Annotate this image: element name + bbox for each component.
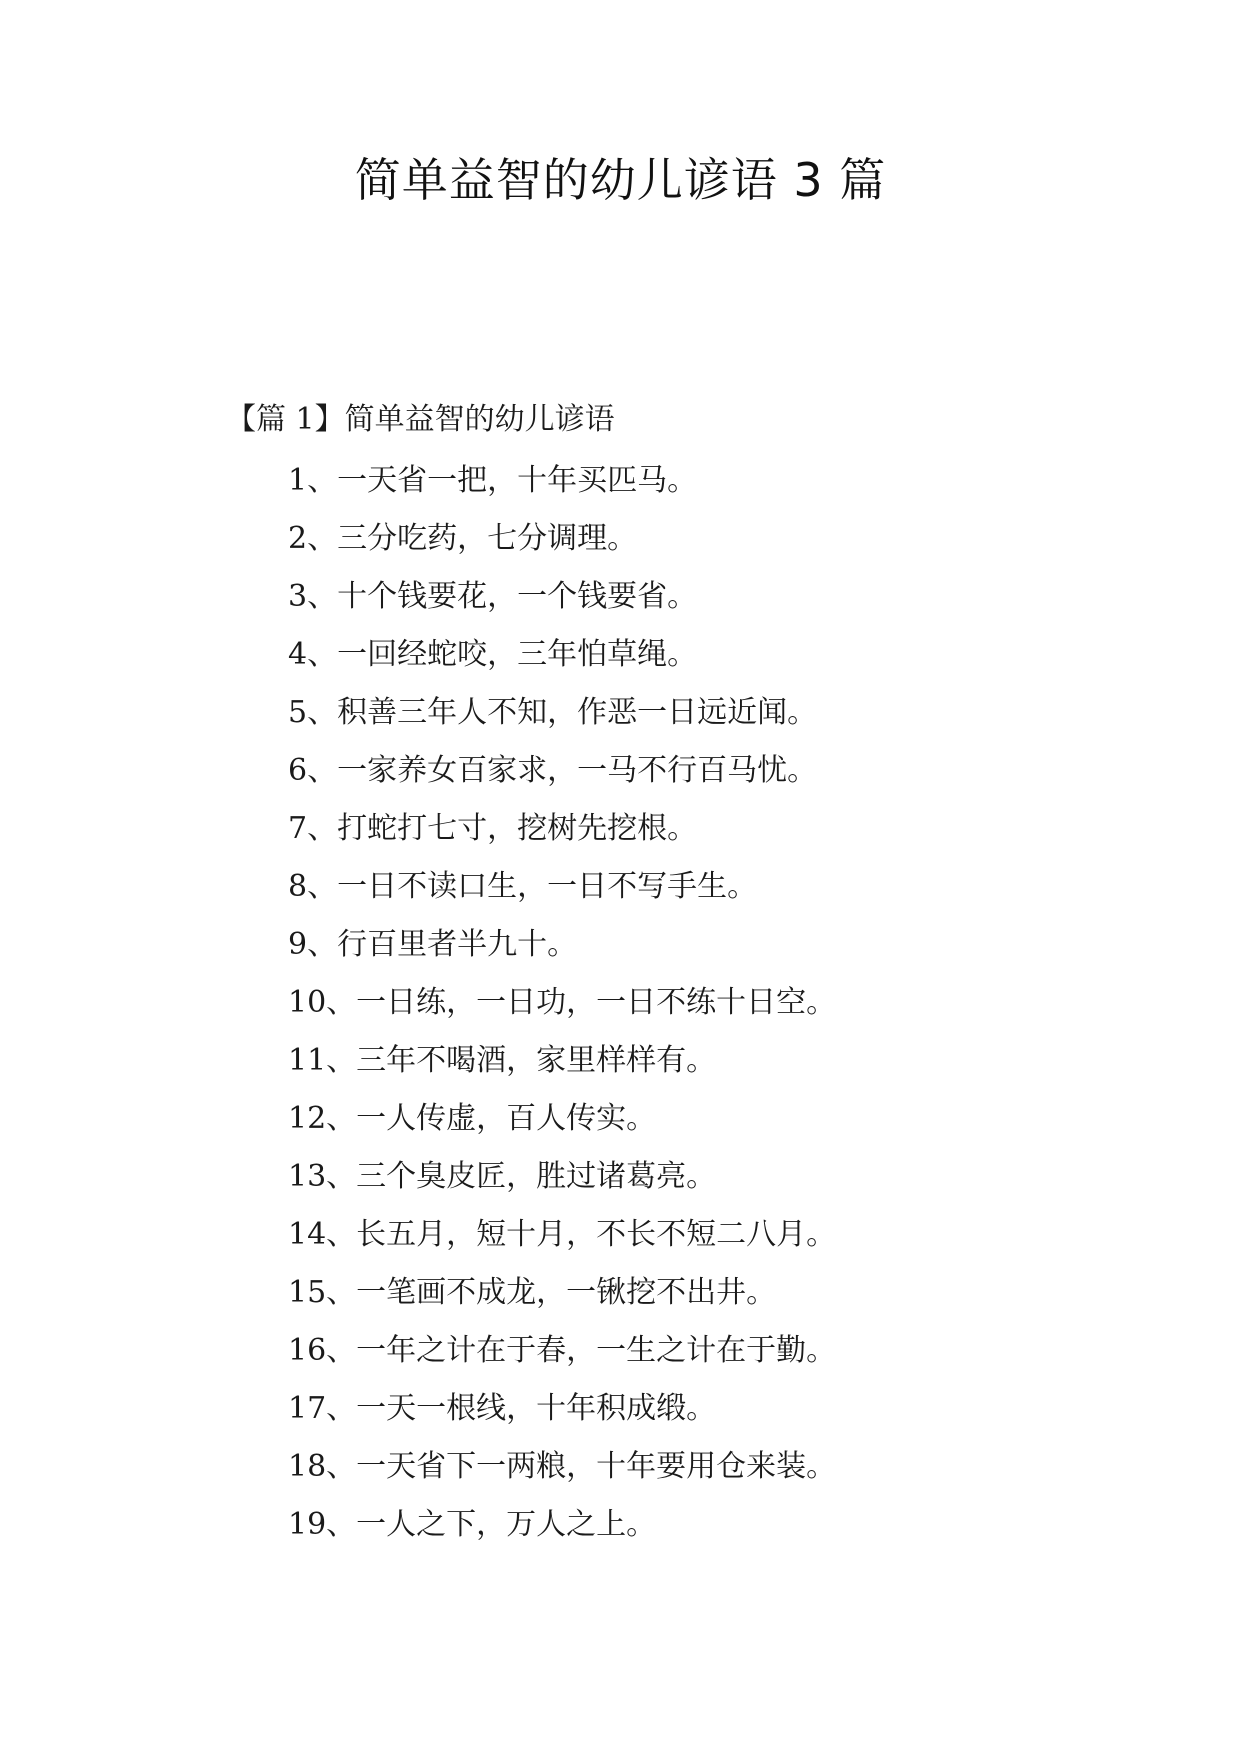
document-title: 简单益智的幼儿谚语 3 篇: [354, 153, 887, 207]
list-item: 10、一日练，一日功，一日不练十日空。: [288, 985, 837, 1020]
list-item: 8、一日不读口生，一日不写手生。: [288, 869, 758, 904]
list-item: 9、行百里者半九十。: [288, 927, 578, 962]
list-item: 3、十个钱要花，一个钱要省。: [288, 579, 698, 614]
list-item: 17、一天一根线，十年积成缎。: [288, 1391, 717, 1426]
section-heading: 【篇 1】简单益智的幼儿谚语: [226, 402, 615, 437]
list-item: 6、一家养女百家求，一马不行百马忧。: [288, 753, 818, 788]
list-item: 14、长五月，短十月，不长不短二八月。: [288, 1217, 837, 1252]
list-item: 16、一年之计在于春，一生之计在于勤。: [288, 1333, 837, 1368]
list-item: 15、一笔画不成龙，一锹挖不出井。: [288, 1275, 777, 1310]
list-item: 13、三个臭皮匠，胜过诸葛亮。: [288, 1159, 717, 1194]
list-item: 7、打蛇打七寸，挖树先挖根。: [288, 811, 698, 846]
list-item: 18、一天省下一两粮，十年要用仓来装。: [288, 1449, 837, 1484]
list-item: 4、一回经蛇咬，三年怕草绳。: [288, 637, 698, 672]
list-item: 19、一人之下，万人之上。: [288, 1507, 657, 1542]
list-item: 2、三分吃药，七分调理。: [288, 521, 638, 556]
proverb-list: [288, 461, 836, 1563]
list-item: 5、积善三年人不知，作恶一日远近闻。: [288, 695, 818, 730]
list-item: 12、一人传虚，百人传实。: [288, 1101, 657, 1136]
list-item: 11、三年不喝酒，家里样样有。: [288, 1043, 717, 1078]
list-item: 1、一天省一把，十年买匹马。: [288, 463, 698, 498]
